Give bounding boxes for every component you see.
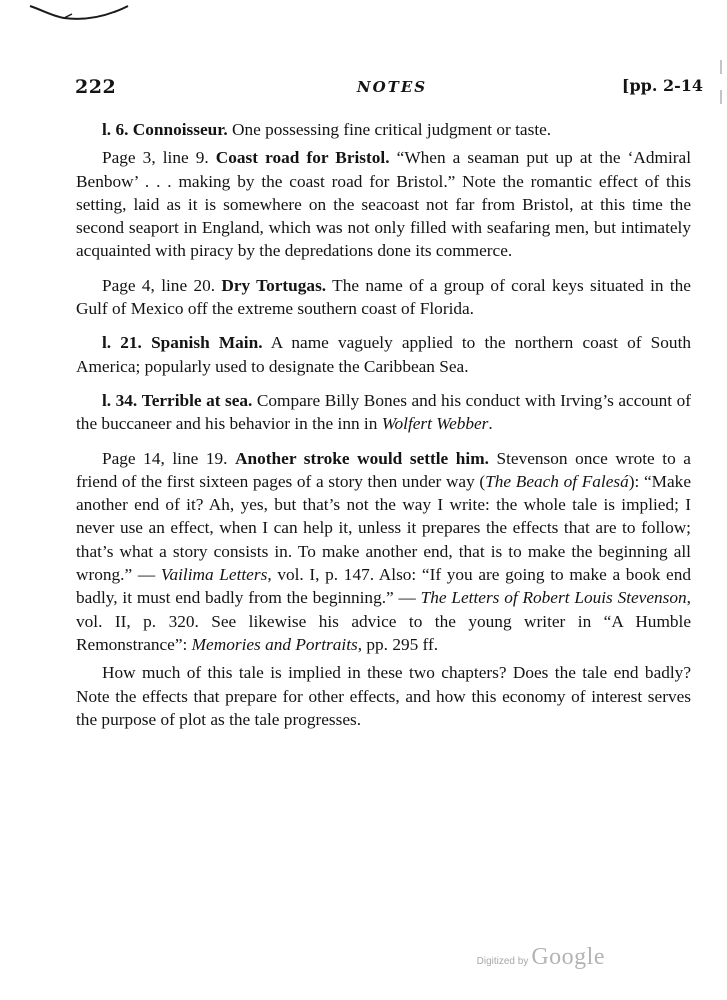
book-title: Vailima Letters xyxy=(160,565,268,585)
note-term: Coast road for Bristol. xyxy=(215,148,390,168)
note-text: , vol. I, p. 147. Also: “If you are going to make a book end badly, it must end badly from the beginning.” — xyxy=(76,565,691,608)
note-tail: . xyxy=(488,414,493,434)
page-header xyxy=(75,76,709,100)
note-text: “When a seaman put up at the ‘Admiral Benbow’ . . . making by the coast road for Bristol.” Note the romantic effect of this setting, laid as it is somewhere on the seacoast not far from Bristol, at this time the second seaport in England, which was not only filled with seafaring men, but intimately acquainted with piracy by the depredations done its commerce. xyxy=(76,148,691,261)
note-connoisseur xyxy=(76,118,691,141)
book-title: The Letters of Robert Louis Stevenson xyxy=(420,588,687,608)
note-text: , pp. 295 ff. xyxy=(357,634,439,654)
closing-questions: How much of this tale is implied in these two chapters? Does the tale end badly? Note the effects that prepare for other effects, and how this economy of interest serves the purpose of plot as the tale progresses. xyxy=(76,663,691,729)
note-spanish-main xyxy=(76,331,691,378)
note-text: Stevenson once wrote to a friend of the first sixteen pages of a story then under way ( xyxy=(76,448,691,491)
note-title-italic: Wolfert Webber xyxy=(381,414,489,434)
note-text: , vol. II, p. 320. See likewise his advice to the young writer in “A Humble Remonstrance”: xyxy=(76,588,691,654)
note-text: Compare Billy Bones and his conduct with Irving’s account of the buccaneer and his behavior in the inn in xyxy=(76,390,691,434)
running-head: NOTES xyxy=(356,78,428,96)
note-coast-road xyxy=(76,146,691,262)
notes-body xyxy=(76,118,691,731)
scan-artifact-mark xyxy=(28,0,138,26)
note-term: Spanish Main. xyxy=(151,333,263,353)
digitized-watermark xyxy=(477,944,605,971)
note-ref: l. 6. xyxy=(102,120,129,139)
book-title: Memories and Portraits xyxy=(191,634,358,654)
note-term: Connoisseur. xyxy=(132,120,228,139)
note-ref: Page 14, line 19. xyxy=(102,448,228,468)
page-number: 222 xyxy=(75,76,117,98)
margin-scan-ticks xyxy=(717,60,725,120)
note-text: One possessing fine critical judgment or taste. xyxy=(227,120,552,139)
note-ref: l. 21. xyxy=(102,333,142,353)
note-ref: l. 34. xyxy=(102,390,138,410)
page-range: [pp. 2-14 xyxy=(621,76,703,95)
note-text: A name vaguely applied to the northern coast of South America; popularly used to designate the Caribbean Sea. xyxy=(76,333,692,376)
note-ref: Page 4, line 20. xyxy=(102,275,216,295)
note-term: Terrible at sea. xyxy=(141,390,253,410)
note-ref: Page 3, line 9. xyxy=(102,148,209,168)
note-dry-tortugas xyxy=(76,274,691,321)
note-terrible-at-sea xyxy=(76,389,691,436)
watermark-prefix: Digitized by xyxy=(476,956,529,967)
note-term: Another stroke would settle him. xyxy=(235,448,489,468)
note-text: ): “Make another end of it? Ah, yes, but that’s not the way I write: the whole tale is implied; I never use an effect, when I can help it, unless it prepares the effects that are to follow; that’s what a story consists in. To make another end, that is to make the beginning all wrong.” — xyxy=(76,471,691,585)
book-title: The Beach of Falesá xyxy=(485,471,629,491)
note-term: Dry Tortugas. xyxy=(221,275,327,295)
note-text: The name of a group of coral keys situated in the Gulf of Mexico off the extreme southern coast of Florida. xyxy=(76,275,691,319)
note-another-stroke xyxy=(76,447,691,657)
google-logo: Google xyxy=(531,944,605,970)
